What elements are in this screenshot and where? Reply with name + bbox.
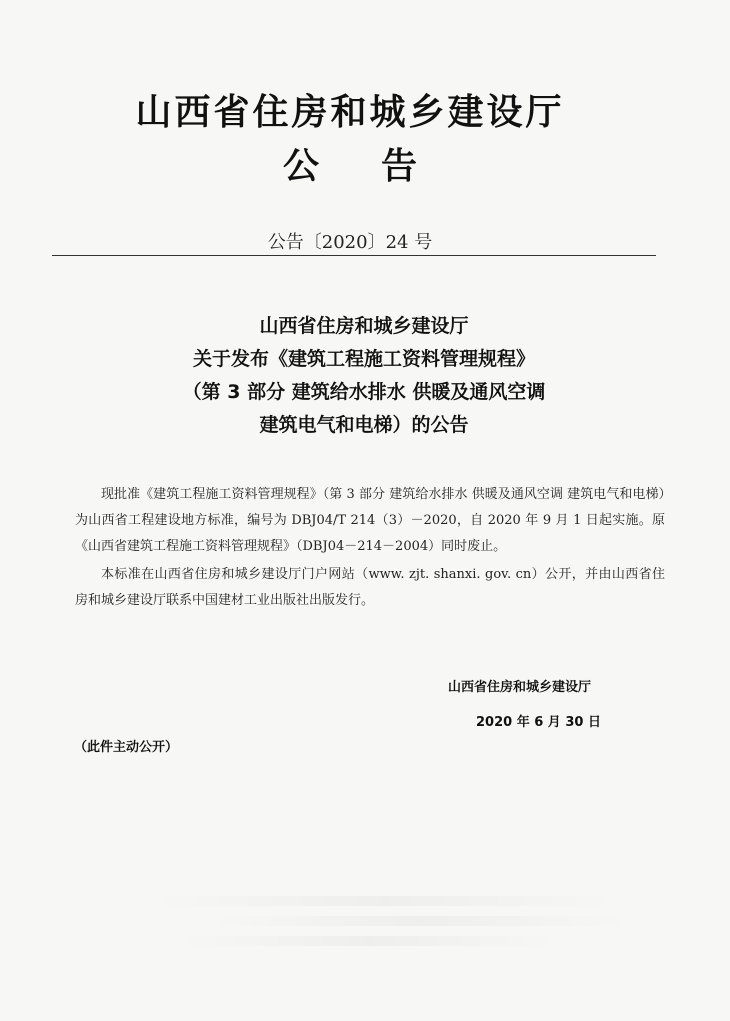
notice-title-char-2: 告 (381, 145, 418, 187)
subject-line: 山西省住房和城乡建设厅 (259, 315, 469, 337)
signature-block (448, 676, 628, 730)
notice-subject (0, 310, 728, 442)
body-paragraph: 本标准在山西省住房和城乡建设厅门户网站（www. zjt. shanxi. gov. cn）公开，并由山西省住房和城乡建设厅联系中国建材工业出版社出版发行。 (75, 567, 665, 608)
bleed-through-shadow (210, 916, 630, 926)
disclosure-note: （此件主动公开） (74, 740, 179, 755)
notice-title (0, 138, 700, 189)
issuing-authority: 山西省住房和城乡建设厅 (448, 680, 592, 695)
subject-line: 关于发布《建筑工程施工资料管理规程》 (192, 348, 535, 370)
subject-line: 建筑电气和电梯）的公告 (259, 414, 469, 436)
body-paragraph: 现批准《建筑工程施工资料管理规程》（第 3 部分 建筑给水排水 供暖及通风空调 建筑电气和电梯）为山西省工程建设地方标准，编号为 DBJ04/T 214（3）－2020，自 2020 年 9 月 1 日起实施。原《山西省建筑工程施工资料管理规程》（DBJ04－214－2004）同时废止。 (75, 487, 665, 554)
bleed-through-shadow (180, 936, 560, 946)
notice-title-char-1: 公 (282, 145, 319, 187)
document-number: 公告〔2020〕24 号 (267, 232, 433, 253)
issue-date: 2020 年 6 月 30 日 (476, 715, 601, 730)
bleed-through-shadow (150, 896, 620, 906)
agency-title: 山西省住房和城乡建设厅 (135, 91, 565, 133)
header-divider (52, 255, 656, 256)
subject-line: （第 3 部分 建筑给水排水 供暖及通风空调 (182, 381, 546, 403)
notice-body (75, 482, 665, 614)
